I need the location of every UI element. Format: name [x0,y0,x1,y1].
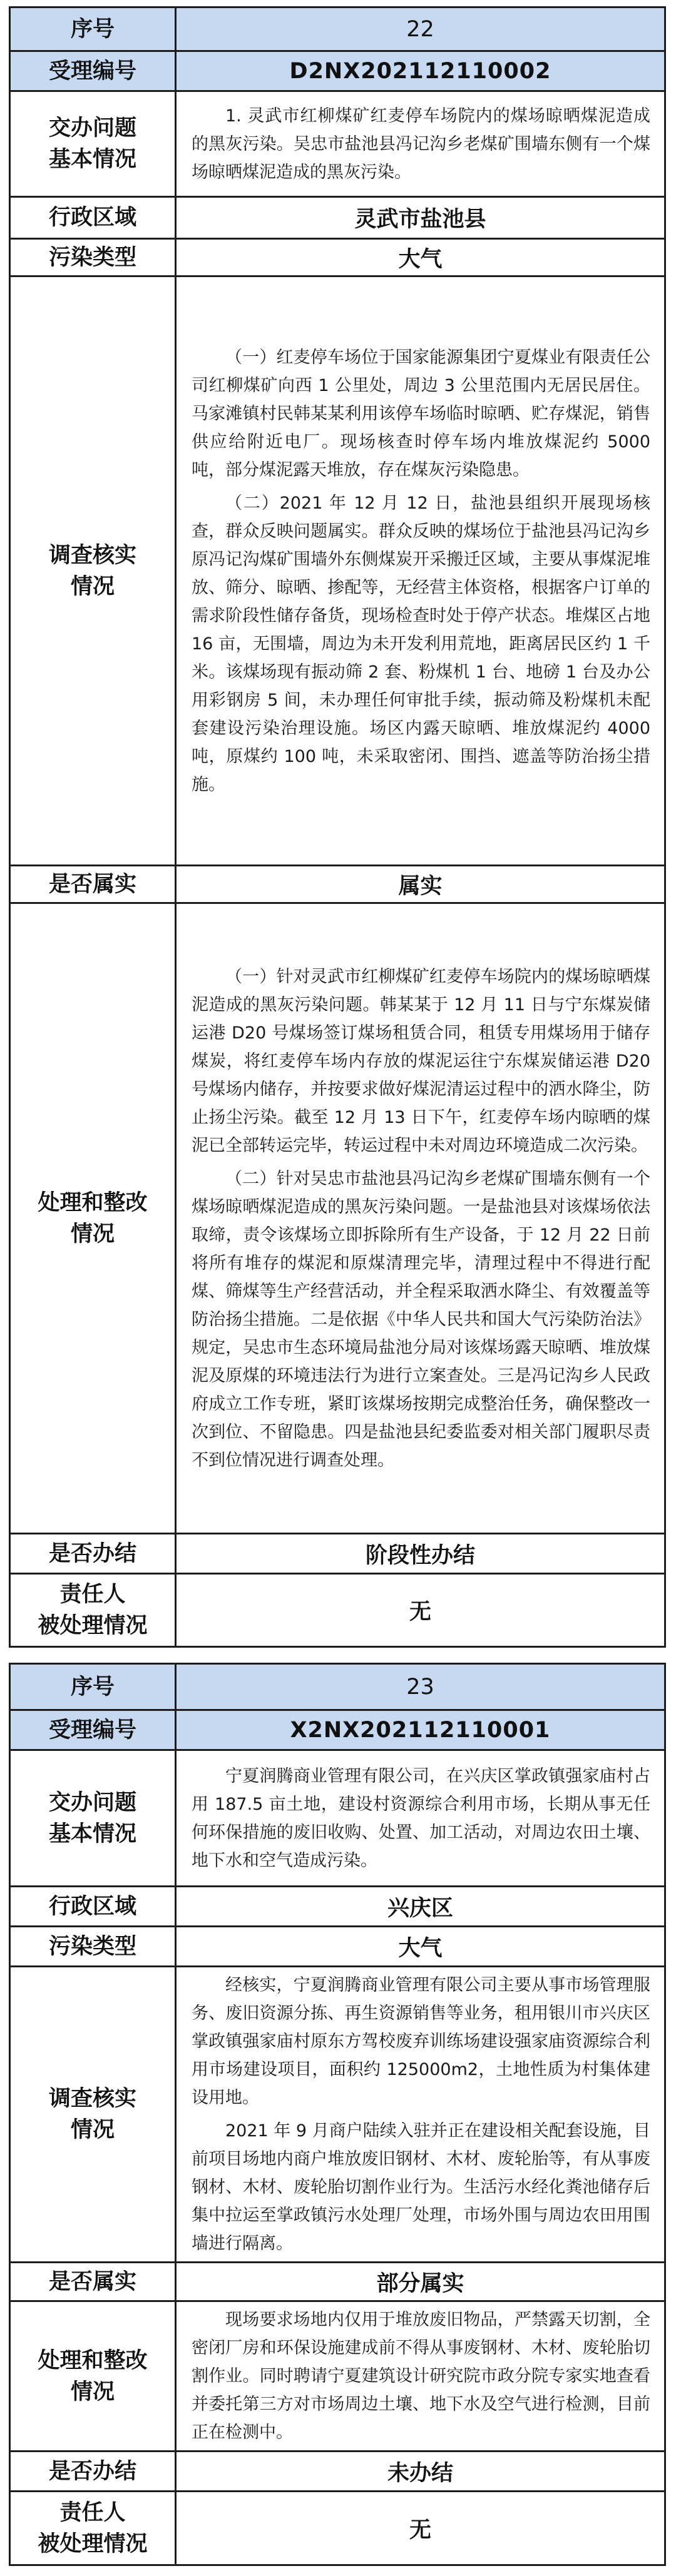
label-investigation-line2: 情况 [70,2117,115,2142]
row-responsible [10,2492,665,2565]
row-handling [10,903,665,1534]
region-value: 兴庆区 [176,1887,665,1927]
row-region [10,1887,665,1927]
label-code: 受理编号 [10,1710,176,1750]
investigation-text [176,276,665,866]
investigation-paragraph-2: 2021 年 9 月商户陆续入驻并正在建设相关配套设施，目前项目场地内商户堆放废旧钢材、木材、废轮胎等，有从事废钢材、木材、废轮胎切割作业行为。生活污水经化粪池储存后集中拉运至掌政镇污水处理厂处理，市场外围与周边农田用围墙进行隔离。 [192,2121,650,2253]
label-responsible-line2: 被处理情况 [38,2531,148,2557]
label-handling-line2: 情况 [70,1221,115,1247]
label-handling [10,2301,176,2452]
row-pollution [10,1927,665,1967]
code-value: X2NX202112110001 [176,1710,665,1750]
label-code: 受理编号 [10,51,176,91]
handling-paragraph-1: 现场要求场地内仅用于堆放废旧物品，严禁露天切割，全密闭厂房和环保设施建成前不得从事废钢材、木材、废轮胎切割作业。同时聘请宁夏建筑设计研究院市政分院专家实地查看并委托第三方对市场周边土壤、地下水及空气进行检测，目前正在检测中。 [192,2310,650,2442]
label-handling-line2: 情况 [70,2379,115,2405]
row-investigation [10,1967,665,2263]
row-verified [10,2263,665,2301]
handling-paragraph-1: （一）针对灵武市红柳煤矿红麦停车场院内的煤场晾晒煤泥造成的黑灰污染问题。韩某某于 12 月 11 日与宁东煤炭储运港 D20 号煤场签订煤场租赁合同，租赁专用煤场用于储存煤炭，将红麦停车场内存放的煤泥运往宁东煤炭储运港 D20 号煤场内储存，并按要求做好煤泥清运过程中的洒水降尘，防止扬尘污染。截至 12 月 13 日下午，红麦停车场内晾晒的煤泥已全部转运完毕，转运过程中未对周边环境造成二次污染。 [192,966,650,1155]
label-handling [10,903,176,1534]
label-handling-line1: 处理和整改 [38,1190,148,1215]
seq-value: 23 [176,1664,665,1710]
label-investigation [10,1967,176,2263]
investigation-paragraph-1: （一）红麦停车场位于国家能源集团宁夏煤业有限责任公司红柳煤矿向西 1 公里处，周边 3 公里范围内无居民居住。马家滩镇村民韩某某利用该停车场临时晾晒、贮存煤泥，销售供应给附近电厂。现场核查时停车场内堆放煤泥约 5000 吨，部分煤泥露天堆放，存在煤灰污染隐患。 [192,347,650,480]
row-pollution [10,239,665,276]
record-table-22 [9,6,666,1648]
responsible-value: 无 [176,2492,665,2565]
label-verified: 是否属实 [10,866,176,903]
investigation-paragraph-1: 经核实，宁夏润腾商业管理有限公司主要从事市场管理服务、废旧资源分拣、再生资源销售等业务，租用银川市兴庆区掌政镇强家庙村原东方驾校废弃训练场建设强家庙资源综合利用市场建设项目，面积约 125000m2，土地性质为村集体建设用地。 [192,1975,650,2107]
seq-value: 22 [176,8,665,51]
issue-paragraph: 1. 灵武市红柳煤矿红麦停车场院内的煤场晾晒煤泥造成的黑灰污染。吴忠市盐池县冯记沟乡老煤矿围墙东侧有一个煤场晾晒煤泥造成的黑灰污染。 [192,106,650,182]
row-handling [10,2301,665,2452]
label-seq: 序号 [10,8,176,51]
label-responsible [10,2492,176,2565]
closed-value: 未办结 [176,2452,665,2492]
label-issue [10,91,176,197]
label-issue-line1: 交办问题 [48,116,136,141]
row-seq [10,1664,665,1710]
label-responsible-line2: 被处理情况 [38,1613,148,1638]
row-issue [10,91,665,197]
verified-value: 部分属实 [176,2263,665,2301]
row-verified [10,866,665,903]
label-closed: 是否办结 [10,1534,176,1574]
row-code [10,51,665,91]
investigation-paragraph-2: （二）2021 年 12 月 12 日，盐池县组织开展现场核查，群众反映问题属实。群众反映的煤场位于盐池县冯记沟乡原冯记沟煤矿围墙外东侧煤炭开采搬迁区域，主要从事煤泥堆放、筛分、晾晒、掺配等，无经营主体资格，根据客户订单的需求阶段性储存备货，现场检查时处于停产状态。堆煤区占地 16 亩，无围墙，周边为未开发利用荒地，距离居民区约 1 千米。该煤场现有振动筛 2 套、粉煤机 1 台、地磅 1 台及办公用彩钢房 5 间，未办理任何审批手续，振动筛及粉煤机未配套建设污染治理设施。场区内露天晾晒、堆放煤泥约 4000 吨，原煤约 100 吨，未采取密闭、围挡、遮盖等防治扬尘措施。 [192,493,650,794]
handling-text [176,903,665,1534]
label-responsible [10,1574,176,1647]
handling-text [176,2301,665,2452]
closed-value: 阶段性办结 [176,1534,665,1574]
label-region: 行政区域 [10,1887,176,1927]
row-closed [10,1534,665,1574]
code-value: D2NX202112110002 [176,51,665,91]
label-investigation-line1: 调查核实 [48,542,136,568]
record-table-23 [9,1663,666,2566]
label-closed: 是否办结 [10,2452,176,2492]
issue-paragraph: 宁夏润腾商业管理有限公司，在兴庆区掌政镇强家庙村占用 187.5 亩土地，建设村资源综合利用市场，长期从事无任何环保措施的废旧收购、处置、加工活动，对周边农田土壤、地下水和空气造成污染。 [192,1766,650,1870]
row-seq [10,8,665,51]
label-pollution: 污染类型 [10,239,176,276]
row-closed [10,2452,665,2492]
pollution-value: 大气 [176,1927,665,1967]
label-responsible-line1: 责任人 [59,2500,126,2525]
row-responsible [10,1574,665,1647]
label-seq: 序号 [10,1664,176,1710]
row-investigation [10,276,665,866]
label-issue-line2: 基本情况 [48,1821,136,1847]
label-verified: 是否属实 [10,2263,176,2301]
responsible-value: 无 [176,1574,665,1647]
row-issue [10,1750,665,1887]
row-region [10,197,665,239]
label-issue-line2: 基本情况 [48,147,136,172]
verified-value: 属实 [176,866,665,903]
label-issue-line1: 交办问题 [48,1790,136,1815]
label-investigation-line1: 调查核实 [48,2086,136,2111]
issue-text [176,91,665,197]
region-value: 灵武市盐池县 [176,197,665,239]
investigation-text [176,1967,665,2263]
label-investigation-line2: 情况 [70,574,115,599]
label-investigation [10,276,176,866]
label-issue [10,1750,176,1887]
label-handling-line1: 处理和整改 [38,2348,148,2373]
label-responsible-line1: 责任人 [59,1582,126,1607]
handling-paragraph-2: （二）针对吴忠市盐池县冯记沟乡老煤矿围墙东侧有一个煤场晾晒煤泥造成的黑灰污染问题。一是盐池县对该煤场依法取缔，责令该煤场立即拆除所有生产设备，于 12 月 22 日前将所有堆存的煤泥和原煤清理完毕，清理过程中不得进行配煤、筛煤等生产经营活动，并全程采取洒水降尘、有效覆盖等防治扬尘措施。二是依据《中华人民共和国大气污染防治法》规定，吴忠市生态环境局盐池分局对该煤场露天晾晒、堆放煤泥及原煤的环境违法行为进行立案查处。三是冯记沟乡人民政府成立工作专班，紧盯该煤场按期完成整治任务，确保整改一次到位、不留隐患。四是盐池县纪委监委对相关部门履职尽责不到位情况进行调查处理。 [192,1169,650,1470]
issue-text [176,1750,665,1887]
label-pollution: 污染类型 [10,1927,176,1967]
pollution-value: 大气 [176,239,665,276]
row-code [10,1710,665,1750]
label-region: 行政区域 [10,197,176,239]
